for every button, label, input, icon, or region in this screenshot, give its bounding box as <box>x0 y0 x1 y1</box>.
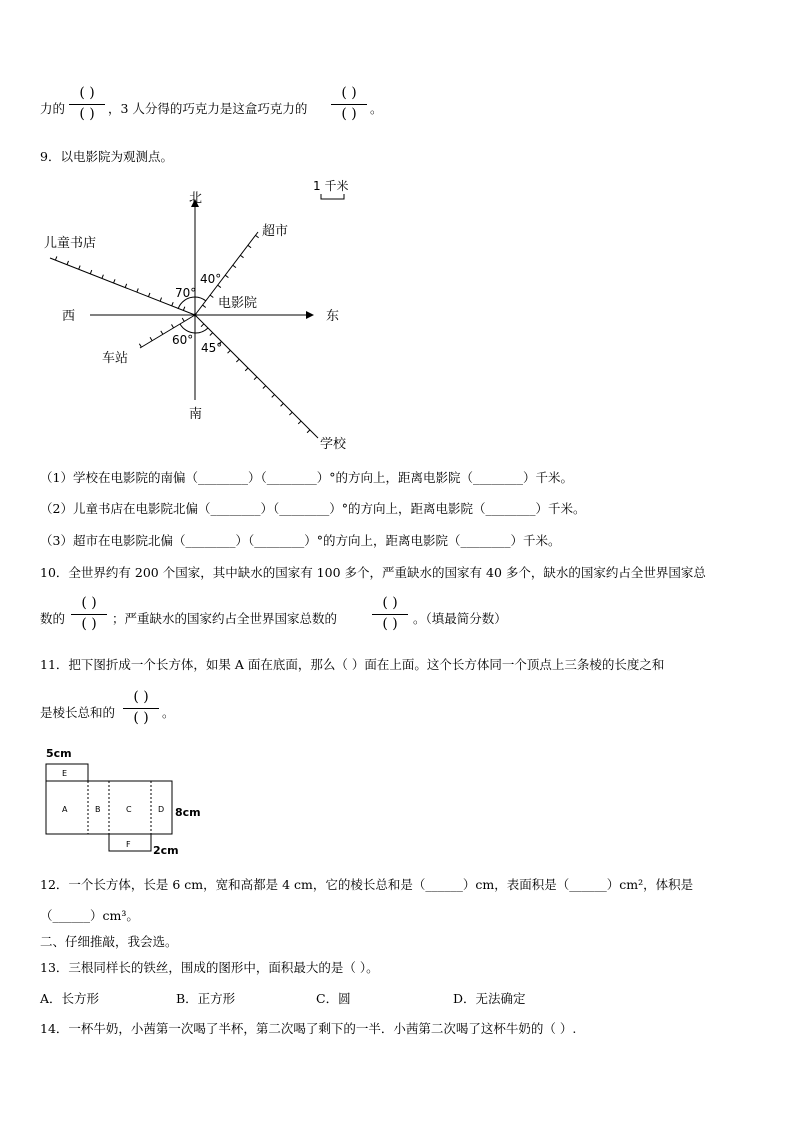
tick-mark <box>298 421 301 424</box>
angle-60-label: 60° <box>172 333 194 347</box>
face-e-label: E <box>62 769 68 778</box>
q8-text-a: 力的 <box>40 101 66 116</box>
tick-mark <box>67 261 68 265</box>
tick-mark <box>148 293 149 297</box>
tick-mark <box>55 256 56 260</box>
q8-fraction-blank-1[interactable]: ( ) ( ) <box>68 86 106 122</box>
q13-option-b[interactable]: B．正方形 <box>176 991 236 1006</box>
tick-mark <box>228 350 231 353</box>
q10-line-1: 10．全世界约有 200 个国家，其中缺水的国家有 100 多个，严重缺水的国家有 40 多个，缺水的国家约占全世界国家总 <box>40 565 706 580</box>
q12-line-1: 12．一个长方体，长是 6 cm，宽和高都是 4 cm，它的棱长总和是（______）cm，表面积是（______）cm²，体积是 <box>40 877 694 892</box>
tick-mark <box>240 255 243 257</box>
q11-text-a: 是棱长总和的 <box>40 705 116 720</box>
tick-mark <box>114 279 115 283</box>
q9-line-3: （3）超市在电影院北偏（________）（________）°的方向上，距离电影院（________）千米。 <box>40 533 561 548</box>
q13-option-c[interactable]: C．圆 <box>316 991 351 1006</box>
tick-mark <box>203 305 206 307</box>
tick-mark <box>161 331 163 334</box>
label-school: 学校 <box>320 437 347 452</box>
net-dim-5cm: 5cm <box>46 747 72 760</box>
ray-bookstore <box>50 258 195 315</box>
angle-70-label: 70° <box>175 286 197 300</box>
tick-mark <box>254 377 257 380</box>
tick-mark <box>263 386 266 389</box>
label-west: 西 <box>62 309 76 324</box>
arc-60 <box>180 324 195 333</box>
ray-school <box>195 315 318 438</box>
section-2-heading: 二、仔细推敲，我会选。 <box>40 934 178 949</box>
tick-mark <box>90 270 91 274</box>
face-f-label: F <box>126 840 131 849</box>
tick-mark <box>272 395 275 398</box>
q10-fraction-blank-2[interactable]: ( ) ( ) <box>371 596 409 632</box>
net-dim-2cm: 2cm <box>153 844 179 857</box>
q9-title: 9．以电影院为观测点。 <box>40 149 173 164</box>
arc-40 <box>195 297 206 301</box>
tick-mark <box>289 412 292 415</box>
tick-mark <box>160 298 161 302</box>
label-supermarket: 超市 <box>262 224 289 239</box>
angle-45-label: 45° <box>201 341 223 355</box>
label-south: 南 <box>189 407 203 422</box>
tick-mark <box>233 265 236 267</box>
tick-mark <box>183 307 184 311</box>
q9-direction-diagram <box>0 170 400 460</box>
q13-option-a[interactable]: A．长方形 <box>40 991 100 1006</box>
tick-mark <box>79 266 80 270</box>
tick-mark <box>172 324 174 327</box>
q9-line-1: （1）学校在电影院的南偏（________）（________）°的方向上，距离电影院（________）千米。 <box>40 470 573 485</box>
tick-mark <box>150 337 152 340</box>
tick-mark <box>281 403 284 406</box>
q10-text-c: 。（填最简分数） <box>413 611 507 626</box>
tick-mark <box>137 288 138 292</box>
tick-mark <box>172 302 173 306</box>
q13-question: 13．三根同样长的铁丝，围成的图形中，面积最大的是（ ）。 <box>40 960 379 975</box>
net-dim-8cm: 8cm <box>175 806 201 819</box>
arc-45 <box>195 328 208 333</box>
tick-mark <box>236 359 239 362</box>
angle-40-label: 40° <box>200 272 222 286</box>
q13-option-d[interactable]: D．无法确定 <box>453 991 526 1006</box>
q12-line-2: （______）cm³。 <box>40 908 139 923</box>
tick-mark <box>139 344 141 347</box>
label-east: 东 <box>326 309 340 324</box>
scale-label: 1 千米 <box>313 179 349 193</box>
face-d-label: D <box>158 805 165 814</box>
label-station: 车站 <box>102 351 129 366</box>
tick-mark <box>125 284 126 288</box>
label-north: 北 <box>189 191 203 206</box>
tick-mark <box>307 430 310 433</box>
q11-line-1: 11．把下图折成一个长方体，如果 A 面在底面，那么（ ）面在上面。这个长方体同一个顶点上三条棱的长度之和 <box>40 657 665 672</box>
label-bookstore: 儿童书店 <box>44 236 97 251</box>
tick-mark <box>225 275 228 277</box>
q10-text-b: ；严重缺水的国家约占全世界国家总数的 <box>112 611 338 626</box>
q8-text-c: 。 <box>370 101 383 116</box>
face-b-label: B <box>95 805 101 814</box>
face-c-label: C <box>126 805 132 814</box>
q11-fraction-blank[interactable]: ( ) ( ) <box>122 690 160 726</box>
tick-mark <box>201 324 204 327</box>
tick-mark <box>210 333 213 336</box>
q9-line-2: （2）儿童书店在电影院北偏（________）（________）°的方向上，距离电影院（________）千米。 <box>40 501 586 516</box>
q14-question: 14．一杯牛奶，小茜第一次喝了半杯，第二次喝了剩下的一半．小茜第二次喝了这杯牛奶的（ ）. <box>40 1021 577 1036</box>
tick-mark <box>248 245 251 247</box>
tick-mark <box>210 295 213 297</box>
q8-fraction-blank-2[interactable]: ( ) ( ) <box>330 86 368 122</box>
face-a-label: A <box>62 805 68 814</box>
label-cinema: 电影院 <box>218 296 258 311</box>
scale-bar <box>321 194 344 199</box>
tick-mark <box>255 235 258 237</box>
q10-text-a: 数的 <box>40 611 66 626</box>
q11-text-b: 。 <box>162 705 175 720</box>
q10-fraction-blank-1[interactable]: ( ) ( ) <box>70 596 108 632</box>
tick-mark <box>182 318 184 321</box>
tick-mark <box>102 275 103 279</box>
q11-cuboid-net <box>40 744 230 859</box>
q8-text-b: ，3 人分得的巧克力是这盒巧克力的 <box>108 101 308 116</box>
tick-mark <box>245 368 248 371</box>
